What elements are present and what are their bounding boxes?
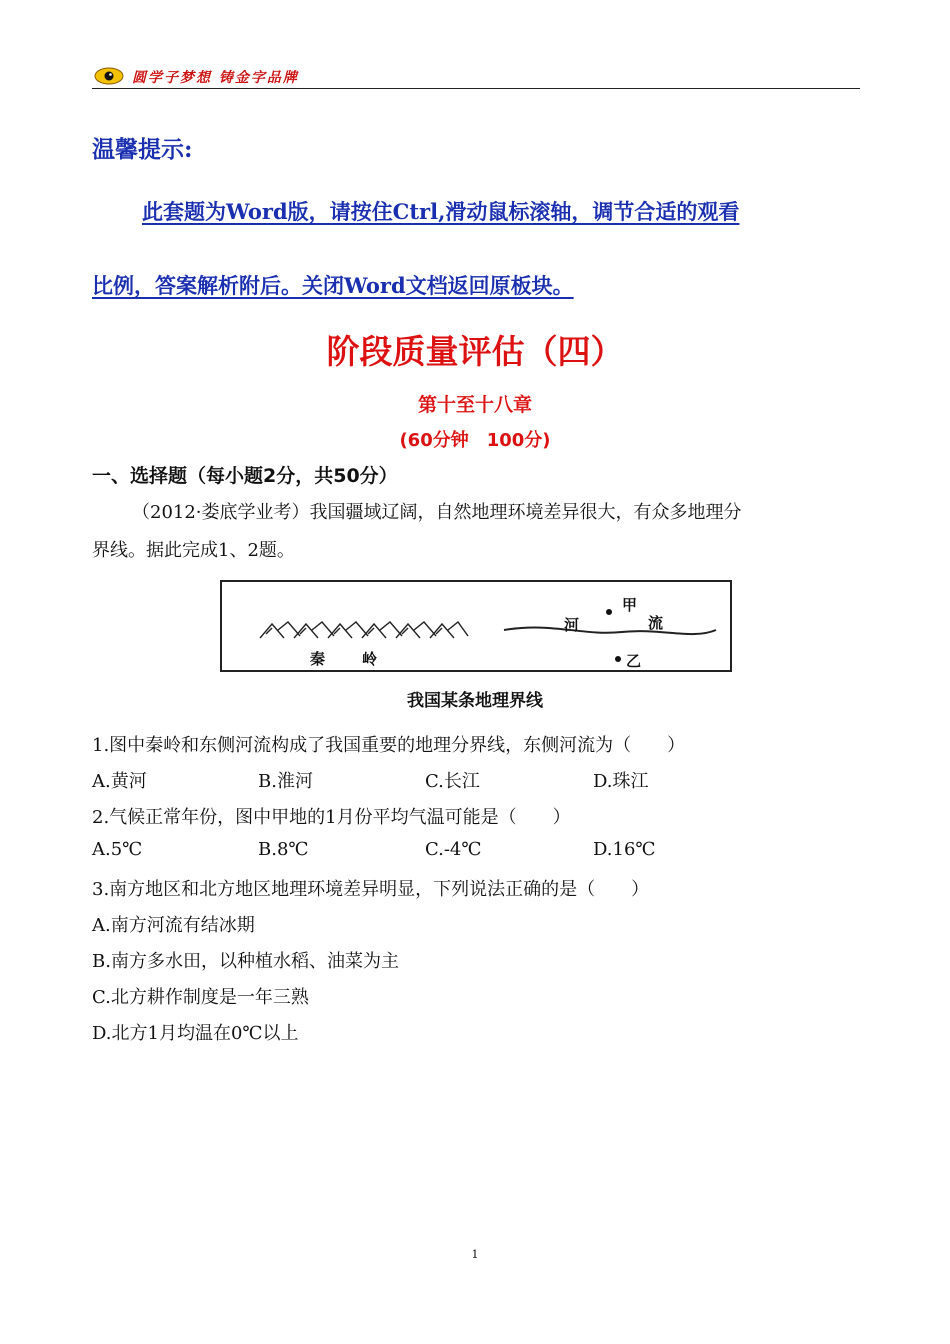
section-heading: 一、选择题（每小题2分，共50分） [92, 465, 398, 487]
river-label-2: 流 [648, 614, 664, 632]
page-number: 1 [471, 1248, 479, 1261]
q1-option-c: C.长江 [425, 771, 480, 792]
point-b-marker [615, 656, 621, 662]
logo-icon [94, 67, 124, 85]
q2-option-c: C.-4℃ [425, 839, 482, 860]
q3-option-c: C.北方耕作制度是一年三熟 [92, 987, 309, 1008]
question-1: 1.图中秦岭和东侧河流构成了我国重要的地理分界线，东侧河流为（ ） [92, 735, 686, 756]
question-2: 2.气候正常年份，图中甲地的1月份平均气温可能是（ ） [92, 807, 571, 828]
river-label-1: 河 [564, 616, 580, 634]
page-header [92, 64, 860, 89]
tip-title: 温馨提示: [92, 136, 193, 163]
q1-option-d: D.珠江 [593, 771, 649, 792]
question-3: 3.南方地区和北方地区地理环境差异明显，下列说法正确的是（ ） [92, 879, 650, 900]
q3-option-a: A.南方河流有结冰期 [92, 915, 255, 936]
point-b-label: 乙 [626, 652, 642, 670]
time-score: (60分钟 100分) [399, 430, 551, 451]
intro-line-1: （2012·娄底学业考）我国疆域辽阔，自然地理环境差异很大，有众多地理分 [132, 502, 742, 523]
tip-line-1[interactable]: 此套题为Word版，请按住Ctrl,滑动鼠标滚轴，调节合适的观看 [142, 199, 740, 224]
q2-option-a: A.5℃ [92, 839, 143, 860]
q3-option-b: B.南方多水田，以种植水稻、油菜为主 [92, 951, 399, 972]
q2-option-d: D.16℃ [593, 839, 656, 860]
boundary-map [220, 580, 732, 672]
mountain-label-1: 秦 [310, 650, 326, 668]
intro-line-2: 界线。据此完成1、2题。 [92, 540, 295, 561]
chapter-range: 第十至十八章 [417, 394, 532, 416]
point-a-marker [606, 609, 612, 615]
q1-option-b: B.淮河 [258, 771, 313, 792]
tip-line-2[interactable]: 比例，答案解析附后。关闭Word文档返回原板块。 [92, 273, 574, 298]
mountain-label-2: 岭 [362, 650, 378, 668]
point-a-label: 甲 [622, 596, 638, 614]
river-line [504, 627, 716, 634]
page-title: 阶段质量评估（四） [326, 332, 624, 371]
map-caption: 我国某条地理界线 [407, 691, 543, 711]
q3-option-d: D.北方1月均温在0℃以上 [92, 1023, 299, 1044]
mountain-range-icon [260, 622, 468, 638]
q1-option-a: A.黄河 [92, 771, 147, 792]
header-slogan: 圆学子梦想 铸金字品牌 [132, 70, 299, 86]
q2-option-b: B.8℃ [258, 839, 309, 860]
